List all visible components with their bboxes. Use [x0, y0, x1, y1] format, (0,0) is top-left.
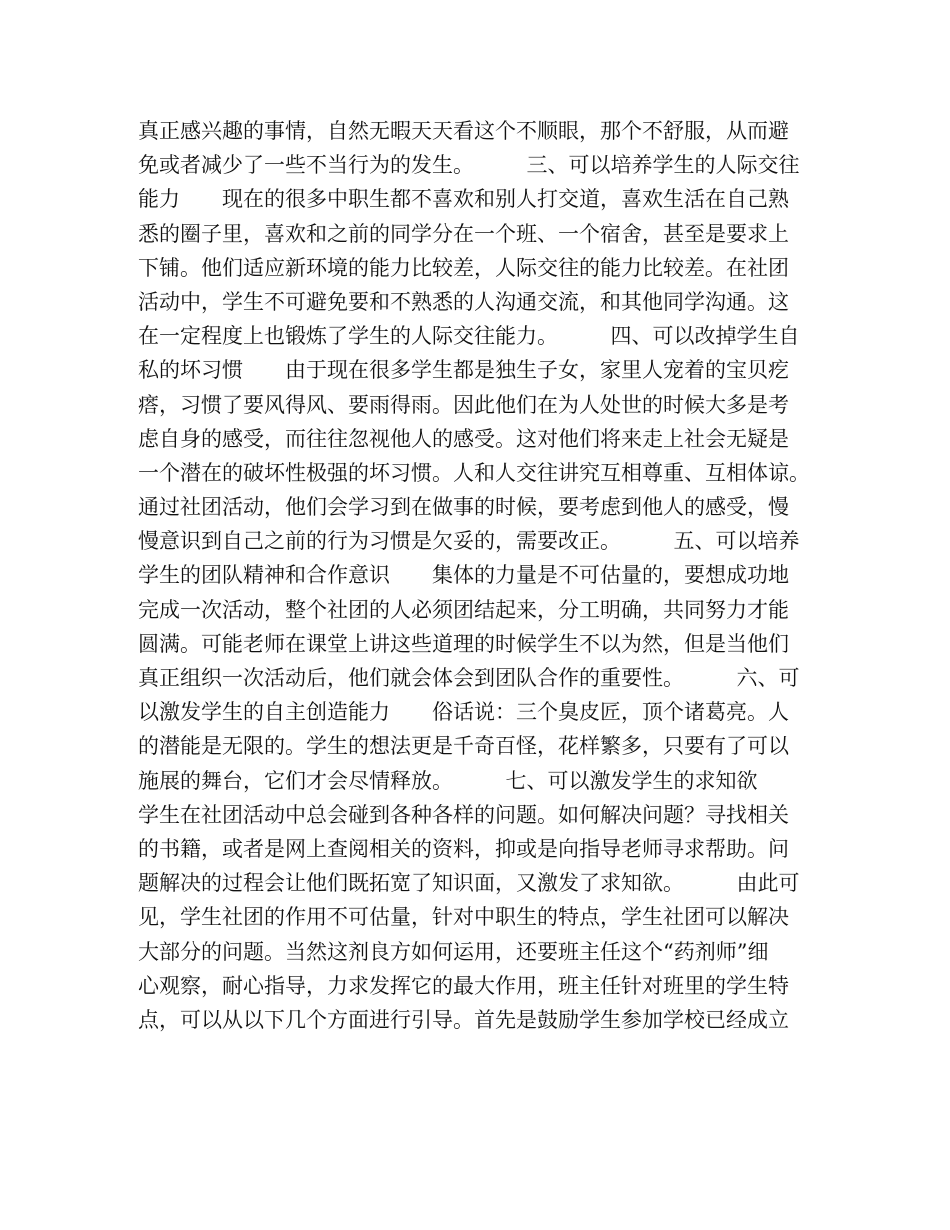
text-line: 虑自身的感受，而往往忽视他人的感受。这对他们将来走上社会无疑是 [138, 426, 789, 451]
text-line: 通过社团活动，他们会学习到在做事的时候，要考虑到他人的感受，慢 [138, 495, 789, 520]
text-line: 点，可以从以下几个方面进行引导。首先是鼓励学生参加学校已经成立 [138, 1007, 789, 1032]
text-line: 的潜能是无限的。学生的想法更是千奇百怪，花样繁多，只要有了可以 [138, 734, 789, 759]
text-line: 施展的舞台，它们才会尽情释放。 七、可以激发学生的求知欲 [138, 768, 758, 793]
text-line: 在一定程度上也锻炼了学生的人际交往能力。 四、可以改掉学生自 [138, 324, 800, 349]
text-line: 私的坏习惯 由于现在很多学生都是独生子女，家里人宠着的宝贝疙 [138, 358, 789, 383]
text-line: 大部分的问题。当然这剂良方如何运用，还要班主任这个“药剂师”细 [138, 939, 769, 964]
text-line: 见，学生社团的作用不可估量，针对中职生的特点，学生社团可以解决 [138, 905, 789, 930]
text-line: 完成一次活动，整个社团的人必须团结起来，分工明确，共同努力才能 [138, 597, 789, 622]
text-line: 下铺。他们适应新环境的能力比较差，人际交往的能力比较差。在社团 [138, 255, 789, 280]
text-line: 的书籍，或者是网上查阅相关的资料，抑或是向指导老师寻求帮助。问 [138, 836, 789, 861]
text-line: 能力 现在的很多中职生都不喜欢和别人打交道，喜欢生活在自己熟 [138, 187, 789, 212]
text-line: 悉的圈子里，喜欢和之前的同学分在一个班、一个宿舍，甚至是要求上 [138, 221, 789, 246]
text-line: 心观察，耐心指导，力求发挥它的最大作用，班主任针对班里的学生特 [138, 973, 789, 998]
text-line: 一个潜在的破坏性极强的坏习惯。人和人交往讲究互相尊重、互相体谅。 [138, 460, 810, 485]
text-line: 真正组织一次活动后，他们就会体会到团队合作的重要性。 六、可 [138, 666, 800, 690]
text-line: 瘩，习惯了要风得风、要雨得雨。因此他们在为人处世的时候大多是考 [138, 392, 789, 417]
text-line: 学生在社团活动中总会碰到各种各样的问题。如何解决问题？寻找相关 [138, 802, 789, 827]
text-line: 圆满。可能老师在课堂上讲这些道理的时候学生不以为然，但是当他们 [138, 631, 789, 656]
text-line: 活动中，学生不可避免要和不熟悉的人沟通交流，和其他同学沟通。这 [138, 289, 789, 314]
text-line: 以激发学生的自主创造能力 俗话说：三个臭皮匠，顶个诸葛亮。人 [138, 700, 789, 725]
text-line: 题解决的过程会让他们既拓宽了知识面，又激发了求知欲。 由此可 [138, 871, 800, 896]
text-line: 免或者减少了一些不当行为的发生。 三、可以培养学生的人际交往 [138, 153, 800, 178]
text-line: 学生的团队精神和合作意识 集体的力量是不可估量的，要想成功地 [138, 563, 789, 588]
body-text [138, 114, 828, 1037]
text-line: 慢意识到自己之前的行为习惯是欠妥的，需要改正。 五、可以培养 [138, 529, 800, 554]
text-line: 真正感兴趣的事情，自然无暇天天看这个不顺眼，那个不舒服，从而避 [138, 119, 789, 143]
